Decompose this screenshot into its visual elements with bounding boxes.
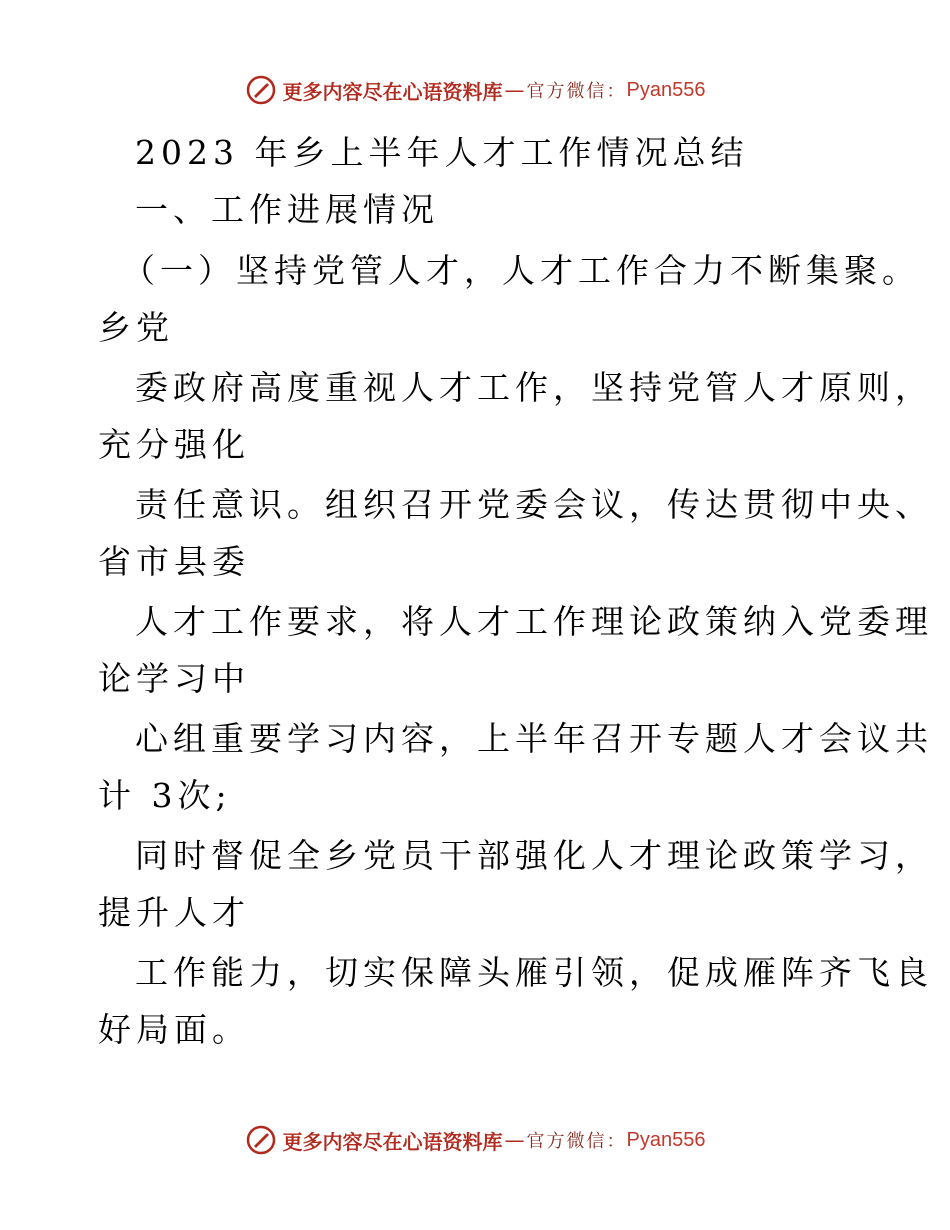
document-title: 2023 年乡上半年人才工作情况总结 — [135, 133, 749, 172]
quill-logo-icon — [245, 1124, 277, 1156]
header-banner — [0, 70, 950, 110]
paragraph-line: 省市县委 — [98, 542, 250, 581]
footer-wechat-label: 官方微信： — [526, 1131, 627, 1152]
section-heading: 一、工作进展情况 — [135, 190, 439, 229]
footer-wechat-id: Pyan556 — [626, 1128, 706, 1151]
paragraph-line: 委政府高度重视人才工作，坚持党管人才原则， — [135, 368, 933, 407]
paragraph-line: 工作能力，切实保障头雁引领，促成雁阵齐飞良 — [135, 953, 933, 992]
paragraph-line: 人才工作要求，将人才工作理论政策纳入党委理 — [135, 602, 933, 641]
header-wechat-id: Pyan556 — [626, 78, 706, 101]
footer-separator: — — [504, 1128, 525, 1152]
paragraph-line: （一）坚持党管人才，人才工作合力不断集聚。 — [122, 251, 920, 290]
paragraph-line: 提升人才 — [98, 893, 250, 932]
header-separator: — — [504, 78, 525, 102]
footer-brand-text: 更多内容尽在心语资料库 — [282, 1129, 503, 1154]
header-brand-text: 更多内容尽在心语资料库 — [282, 79, 503, 104]
header-wechat-label: 官方微信： — [526, 81, 627, 102]
paragraph-line: 心组重要学习内容，上半年召开专题人才会议共 — [135, 719, 933, 758]
quill-logo-icon — [245, 74, 277, 106]
paragraph-line: 责任意识。组织召开党委会议，传达贯彻中央、 — [135, 485, 933, 524]
paragraph-line: 乡党 — [98, 308, 174, 347]
paragraph-line: 论学习中 — [98, 659, 250, 698]
paragraph-line: 充分强化 — [98, 425, 250, 464]
paragraph-line: 计 3次; — [98, 776, 232, 815]
footer-banner — [0, 1120, 950, 1160]
paragraph-line: 同时督促全乡党员干部强化人才理论政策学习， — [135, 836, 933, 875]
paragraph-line: 好局面。 — [98, 1010, 250, 1049]
